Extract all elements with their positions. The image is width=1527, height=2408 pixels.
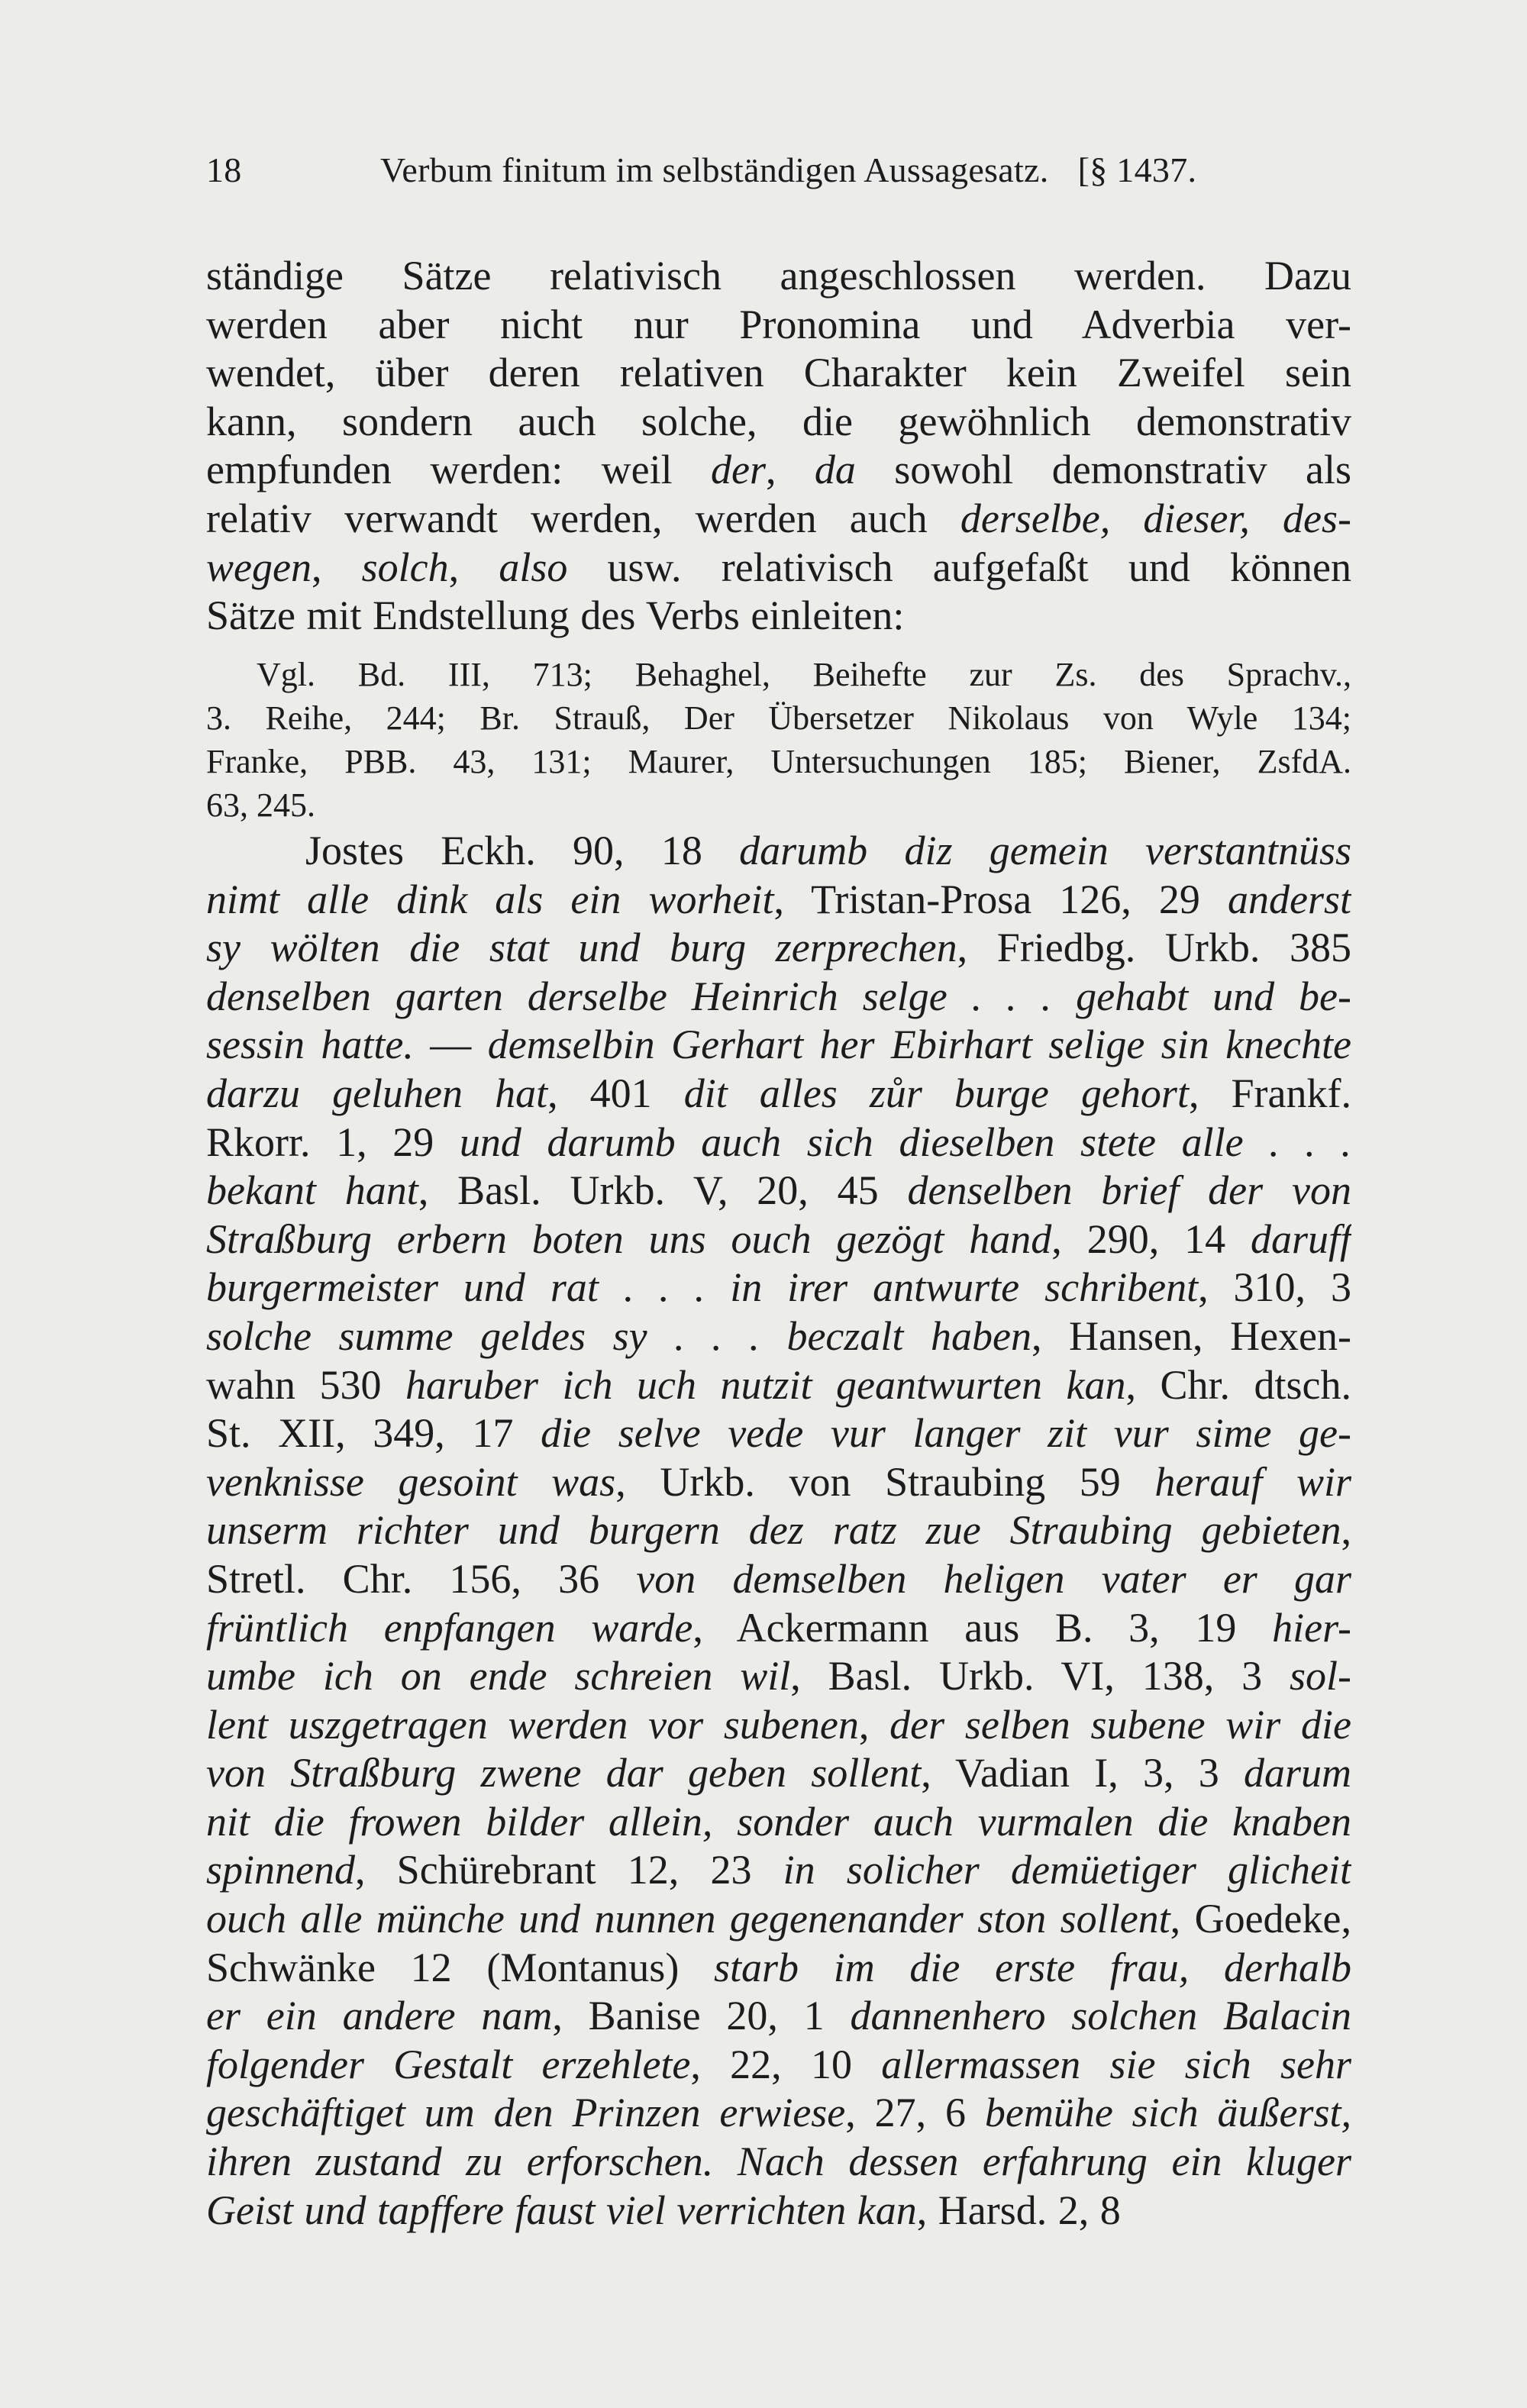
text-run: , Basl. Urkb. VI, 138, 3 [790, 1653, 1290, 1699]
italic-quote: allermassen sie sich sehr [881, 2041, 1351, 2087]
italic-quote: sessin hatte. [206, 1022, 414, 1068]
text-line [206, 1361, 1351, 1410]
text-line [206, 1992, 1351, 2041]
italic-quote: früntlich enpfangen warde [206, 1604, 693, 1651]
text-line [206, 1555, 1351, 1604]
text-run: , 290, 14 [1051, 1215, 1251, 1262]
italic-quote: umbe ich on ende schreien wil [206, 1653, 791, 1699]
text-run: Sätze mit Endstellung des Verbs einleiten: [206, 592, 905, 639]
text-line [206, 1944, 1351, 1993]
text-line [206, 1701, 1351, 1750]
text-run: Jostes Eckh. 90, 18 [305, 828, 740, 873]
italic-quote: darzu geluhen hat [206, 1070, 548, 1116]
note-line: Vgl. Bd. III, 713; Behaghel, Beihefte zur Zs. des Sprachv., [257, 656, 1351, 693]
text-run: , [448, 544, 499, 590]
text-run: , [1341, 1507, 1351, 1554]
text-line [206, 301, 1351, 350]
text-run: , Frankf. [1188, 1070, 1351, 1116]
italic-quote: folgender Gestalt erzehlete [206, 2041, 691, 2087]
text-run: wahn 530 [206, 1361, 405, 1408]
text-line [206, 827, 1351, 876]
text-line [206, 1409, 1351, 1458]
paragraph-intro [206, 252, 1351, 641]
italic-quote: nimt alle dink als ein worheit [206, 876, 774, 922]
italic-quote: da [814, 447, 856, 493]
italic-quote: er ein andere nam [206, 1993, 553, 2039]
italic-quote: Geist und tapffere faust viel verrichten kan [206, 2187, 917, 2233]
text-line [206, 1458, 1351, 1507]
italic-quote: starb im die erste frau, derhalb [714, 1944, 1351, 1990]
italic-quote: denselben brief der von [907, 1167, 1351, 1214]
paragraph-examples [206, 827, 1351, 2235]
italic-quote: und darumb auch sich dieselben stete alle . . . [459, 1118, 1351, 1165]
italic-quote: Straßburg erbern boten uns ouch gezögt hand [206, 1215, 1052, 1262]
italic-quote: geschäftiget um den Prinzen erwiese [206, 2090, 846, 2136]
text-run: , Urkb. von Straubing 59 [615, 1458, 1155, 1505]
italic-quote: daruff [1250, 1215, 1351, 1262]
text-run: , Ackermann aus B. 3, 19 [692, 1604, 1273, 1651]
text-run: , Tristan-Prosa 126, 29 [773, 876, 1228, 922]
italic-quote: burgermeister und rat . . . in irer antwurte schribent [206, 1264, 1199, 1311]
italic-quote: lent uszgetragen werden vor subenen [206, 1701, 859, 1748]
italic-quote: hier- [1272, 1604, 1351, 1651]
italic-quote: von demselben heligen vater er gar [636, 1555, 1351, 1602]
text-run: , Banise 20, 1 [552, 1993, 851, 2039]
text-line [206, 1312, 1351, 1361]
italic-quote: herauf wir [1154, 1458, 1351, 1505]
text-line [206, 1604, 1351, 1653]
text-line [206, 1215, 1351, 1264]
text-line [206, 1652, 1351, 1701]
text-line [206, 1021, 1351, 1070]
note-line: 3. Reihe, 244; Br. Strauß, Der Übersetzer Nikolaus von Wyle 134; [206, 699, 1351, 737]
text-run: , Harsd. 2, 8 [916, 2187, 1121, 2233]
text-run: , 401 [547, 1070, 684, 1116]
text-line [206, 2041, 1351, 2090]
text-run: , Chr. dtsch. [1125, 1361, 1351, 1408]
italic-quote: derselbe, dieser, des- [960, 495, 1351, 541]
italic-quote: dannenhero solchen Balacin [850, 1993, 1351, 2039]
text-line [206, 1118, 1351, 1167]
italic-quote: spinnend [206, 1847, 355, 1893]
text-run: Rkorr. 1, 29 [206, 1118, 460, 1165]
italic-quote: in solicher demüetiger glicheit [783, 1847, 1351, 1893]
italic-quote: sol- [1290, 1653, 1351, 1699]
italic-quote: die selve vede vur langer zit vur sime ge- [541, 1410, 1351, 1457]
page-number: 18 [206, 150, 242, 189]
text-run: — [413, 1022, 488, 1068]
italic-quote: von Straßburg zwene dar geben sollent [206, 1750, 922, 1796]
text-line [206, 252, 1351, 301]
italic-quote: ouch alle münche und nunnen gegenenander ston sollent [206, 1896, 1170, 1942]
italic-quote: venknisse gesoint was [206, 1458, 616, 1505]
running-title: Verbum finitum im selbständigen Aussagesatz. [380, 150, 1049, 189]
italic-quote: bekant hant [206, 1167, 418, 1214]
text-run: , [311, 544, 362, 590]
italic-quote: wegen [206, 544, 312, 590]
italic-quote: ihren zustand zu erforschen. Nach dessen erfahrung ein kluger [206, 2138, 1351, 2185]
text-line [206, 1798, 1351, 1847]
text-line [206, 924, 1351, 973]
text-line [206, 398, 1351, 447]
note-line: 63, 245. [206, 786, 315, 824]
text-run: , Goedeke, [1170, 1896, 1351, 1942]
italic-quote: also [499, 544, 568, 590]
text-run: , 22, 10 [690, 2041, 882, 2087]
text-run: , [858, 1701, 890, 1748]
italic-quote: der selben subene wir die [889, 1701, 1351, 1748]
running-header [206, 150, 1328, 203]
italic-quote: solche summe geldes sy . . . beczalt haben [206, 1312, 1031, 1359]
text-line [206, 2138, 1351, 2187]
text-run: , 27, 6 [845, 2090, 985, 2136]
text-run: sowohl demonstrativ als [855, 447, 1351, 493]
text-line [206, 1264, 1351, 1312]
text-line [206, 446, 1351, 495]
text-line [206, 1846, 1351, 1895]
italic-quote: haruber ich uch nutzit geantwurten kan [405, 1361, 1126, 1408]
text-run: , Friedbg. Urkb. 385 [957, 925, 1351, 971]
text-line [206, 1749, 1351, 1798]
text-line [206, 1070, 1351, 1118]
text-line [206, 349, 1351, 398]
text-line [206, 495, 1351, 544]
italic-quote: unserm richter und burgern dez ratz zue Straubing gebieten [206, 1507, 1341, 1554]
italic-quote: darumb diz gemein verstantnüss [739, 828, 1351, 873]
text-run: , [765, 447, 815, 493]
text-line [206, 1167, 1351, 1215]
text-run: kann, sondern auch solche, die gewöhnlich demonstrativ [206, 398, 1351, 444]
italic-quote: denselben garten derselbe Heinrich selge . . . gehabt und be- [206, 973, 1351, 1019]
text-run: , Vadian I, 3, 3 [921, 1750, 1244, 1796]
text-line [206, 1895, 1351, 1944]
italic-quote: nit die frowen bilder allein, sonder auch vurmalen die knaben [206, 1798, 1351, 1845]
italic-quote: solch [361, 544, 449, 590]
text-run: , 310, 3 [1198, 1264, 1351, 1311]
text-line [206, 973, 1351, 1022]
text-run: wendet, über deren relativen Charakter kein Zweifel sein [206, 350, 1351, 396]
text-run: , Schürebrant 12, 23 [355, 1847, 783, 1893]
text-line [206, 2089, 1351, 2138]
section-reference: [§ 1437. [1077, 150, 1197, 189]
text-run: St. XII, 349, 17 [206, 1410, 541, 1457]
text-run: , Hansen, Hexen- [1031, 1312, 1351, 1359]
text-line [206, 592, 1351, 641]
italic-quote: dit alles zůr burge gehort [683, 1070, 1189, 1116]
italic-quote: der [711, 447, 766, 493]
text-run: Stretl. Chr. 156, 36 [206, 1555, 637, 1602]
italic-quote: bemühe sich äußerst, [984, 2090, 1351, 2136]
text-line [206, 2187, 1351, 2235]
italic-quote: sy wölten die stat und burg zerprechen [206, 925, 957, 971]
text-run: relativ verwandt werden, werden auch [206, 495, 960, 541]
italic-quote: demselbin Gerhart her Ebirhart selige sin knechte [487, 1022, 1351, 1068]
text-run: werden aber nicht nur Pronomina und Adverbia ver- [206, 301, 1351, 347]
text-run: usw. relativisch aufgefaßt und können [567, 544, 1351, 590]
italic-quote: anderst [1228, 876, 1351, 922]
italic-quote: darum [1243, 1750, 1351, 1796]
text-run: , Basl. Urkb. V, 20, 45 [418, 1167, 908, 1214]
text-run: ständige Sätze relativisch angeschlossen werden. Dazu [206, 253, 1351, 299]
text-run: empfunden werden: weil [206, 447, 711, 493]
text-line [206, 1506, 1351, 1555]
bibliographic-note [206, 653, 1351, 827]
text-line [206, 544, 1351, 592]
text-line [206, 876, 1351, 925]
text-run: Schwänke 12 (Montanus) [206, 1944, 714, 1990]
note-line: Franke, PBB. 43, 131; Maurer, Untersuchungen 185; Biener, ZsfdA. [206, 743, 1351, 780]
